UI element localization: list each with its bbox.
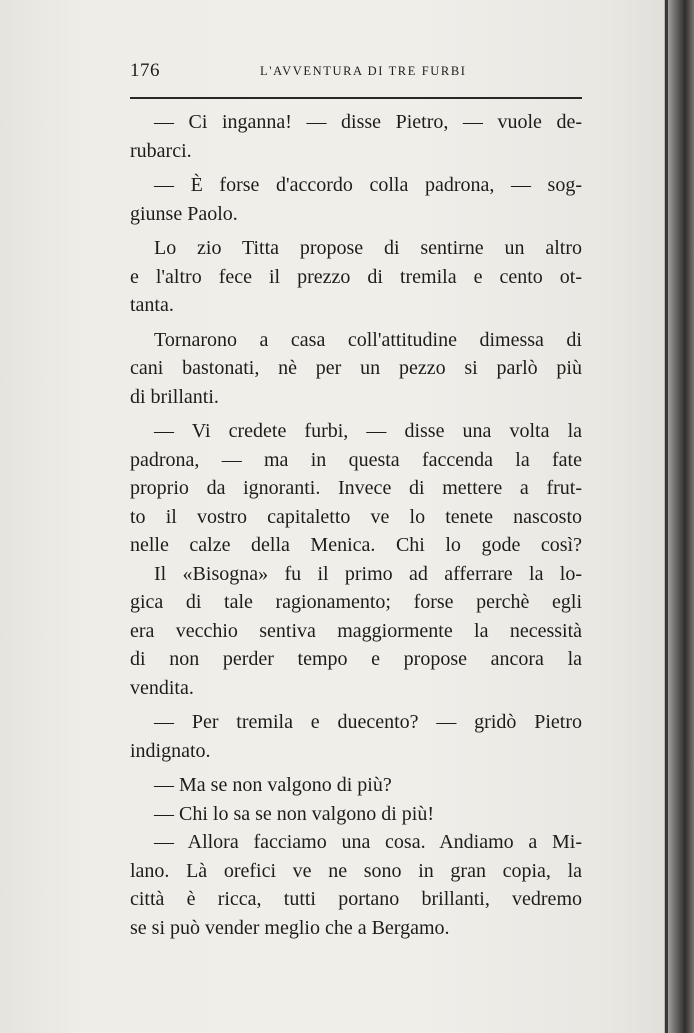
text-line: tanta. (130, 294, 174, 316)
page-number: 176 (130, 60, 160, 81)
text-line: città è ricca, tutti portano brillanti, vedremo (130, 888, 582, 910)
text-line: di brillanti. (130, 385, 219, 408)
text-line: — Ci inganna! — disse Pietro, — vuole de- (154, 111, 582, 133)
text-line: gica di tale ragionamento; forse perchè egli (130, 591, 582, 613)
text-line: Lo zio Titta propose di sentirne un altro (154, 237, 582, 259)
running-title: L'AVVENTURA DI TRE FURBI (260, 64, 467, 78)
text-line: — Allora facciamo una cosa. Andiamo a Mi- (154, 831, 582, 853)
text-line: — Ma se non valgono di più? (154, 774, 392, 796)
text-line: — Chi lo sa se non valgono di più! (154, 802, 434, 825)
text-line: padrona, — ma in questa faccenda la fate (130, 448, 582, 471)
text-line: nelle calze della Menica. Chi lo gode così? (130, 534, 582, 556)
text-line: se si può vender meglio che a Bergamo. (130, 916, 450, 939)
text-line: era vecchio sentiva maggiormente la necessità (130, 619, 582, 642)
text-line: cani bastonati, nè per un pezzo si parlò più (130, 357, 582, 379)
text-line: proprio da ignoranti. Invece di mettere a frut- (130, 477, 582, 499)
text-line: Il «Bisogna» fu il primo ad afferrare la lo- (154, 562, 582, 585)
text-line: — Per tremila e duecento? — gridò Pietro (154, 711, 582, 733)
page-header (130, 60, 582, 86)
page-gutter-shadow (664, 0, 694, 1033)
text-line: — Vi credete furbi, — disse una volta la (154, 420, 582, 442)
body-text (130, 108, 582, 942)
text-line: e l'altro fece il prezzo di tremila e cento ot- (130, 265, 582, 288)
header-rule (130, 97, 582, 99)
text-line: giunse Paolo. (130, 202, 238, 225)
text-line: to il vostro capitaletto ve lo tenete nascosto (130, 505, 582, 528)
text-line: lano. Là orefici ve ne sono in gran copia, la (130, 859, 582, 882)
text-line: — È forse d'accordo colla padrona, — sog- (154, 174, 582, 196)
text-line: indignato. (130, 739, 211, 762)
text-line: vendita. (130, 676, 194, 699)
text-line: rubarci. (130, 139, 192, 162)
text-line: Tornarono a casa coll'attitudine dimessa di (154, 328, 582, 351)
text-line: di non perder tempo e propose ancora la (130, 648, 582, 670)
page-gutter-line (665, 0, 668, 1033)
